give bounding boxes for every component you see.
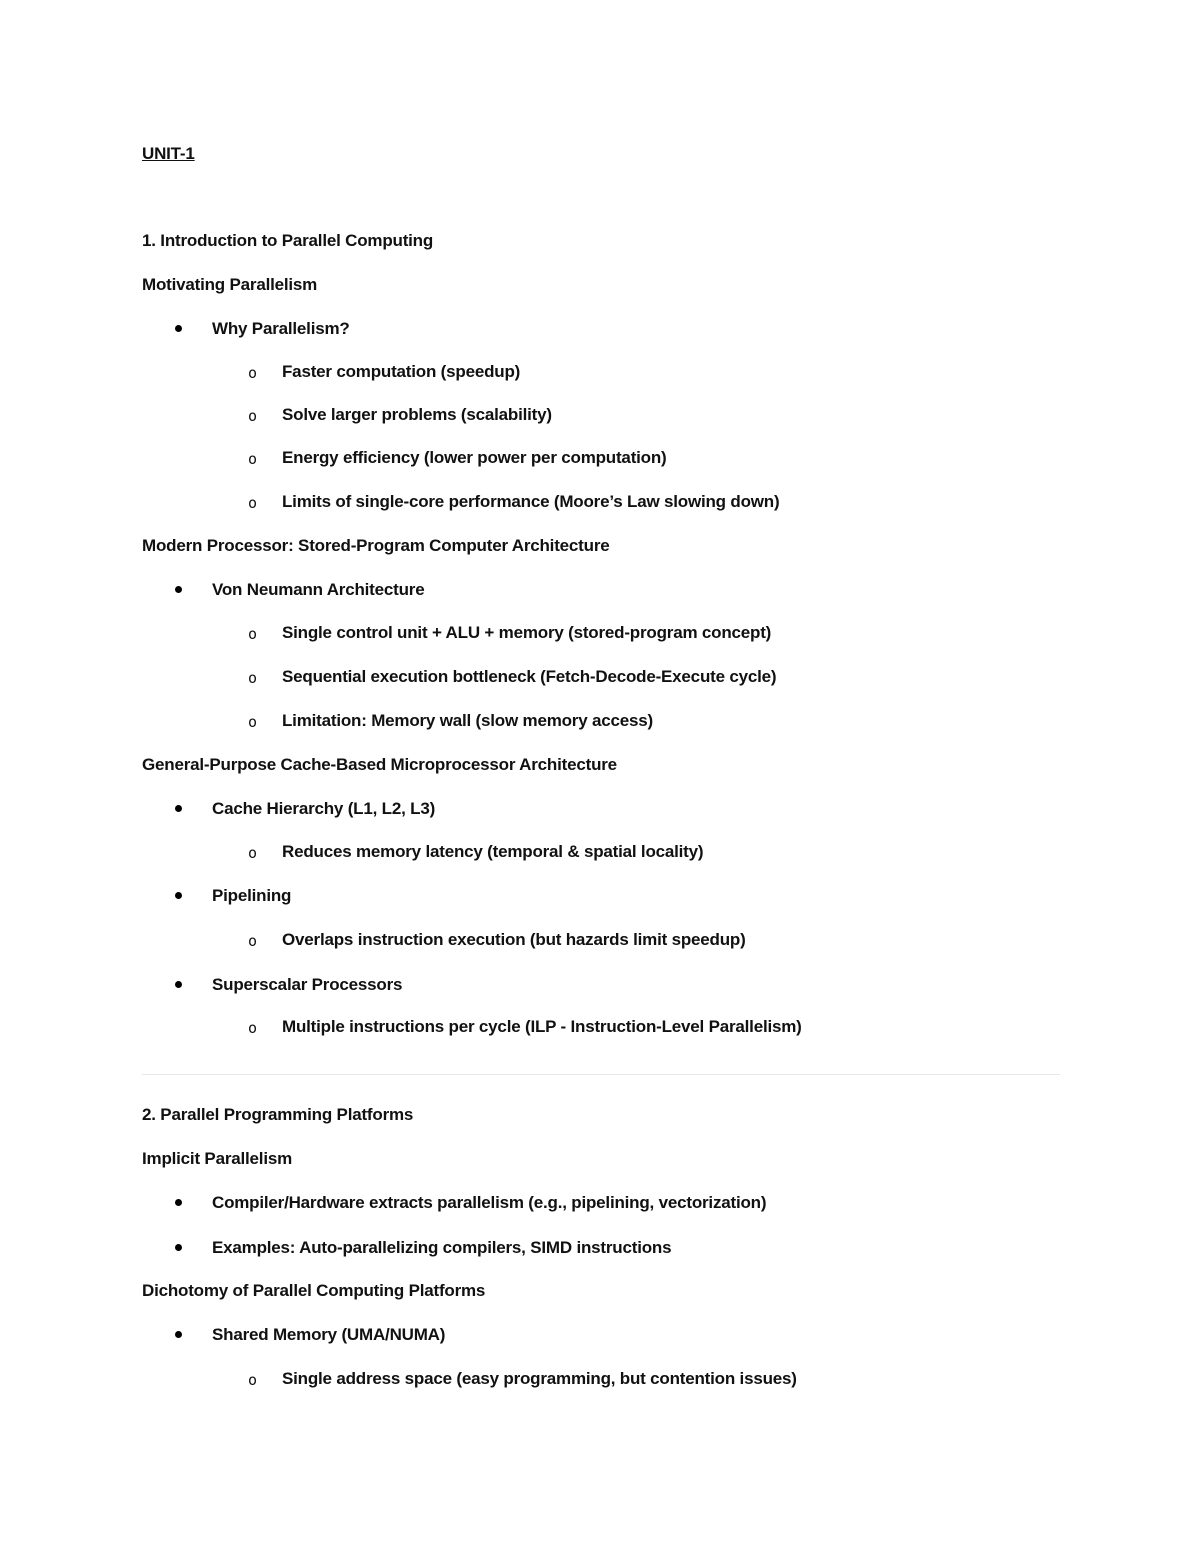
modern-processor-title: Modern Processor: Stored-Program Computer Architecture [142, 536, 610, 555]
sub-bullet-marker: o [248, 625, 258, 643]
section-2-heading: 2. Parallel Programming Platforms [142, 1105, 414, 1124]
bullet-dot [175, 981, 182, 988]
sub-bullet-marker: o [248, 407, 258, 425]
motivating-parallelism-title: Motivating Parallelism [142, 275, 318, 294]
list-item: Multiple instructions per cycle (ILP - Instruction-Level Parallelism) [282, 1017, 802, 1036]
sub-bullet-marker: o [248, 713, 258, 731]
bullet-dot [175, 1199, 182, 1206]
bullet-shared-memory: Shared Memory (UMA/NUMA) [212, 1325, 446, 1344]
bullet-pipelining: Pipelining [212, 886, 292, 905]
list-item: Energy efficiency (lower power per computation) [282, 448, 667, 467]
bullet-dot [175, 1331, 182, 1338]
sub-bullet-marker: o [248, 1019, 258, 1037]
unit-title: UNIT-1 [142, 144, 195, 163]
bullet-dot [175, 325, 182, 332]
sub-bullet-marker: o [248, 364, 258, 382]
list-item: Solve larger problems (scalability) [282, 405, 552, 424]
bullet-compiler-hardware: Compiler/Hardware extracts parallelism (e.g., pipelining, vectorization) [212, 1193, 767, 1212]
bullet-dot [175, 586, 182, 593]
bullet-dot [175, 892, 182, 899]
list-item: Overlaps instruction execution (but hazards limit speedup) [282, 930, 746, 949]
list-item: Sequential execution bottleneck (Fetch-Decode-Execute cycle) [282, 667, 777, 686]
section-1-heading: 1. Introduction to Parallel Computing [142, 231, 434, 250]
list-item: Single control unit + ALU + memory (stored-program concept) [282, 623, 772, 642]
bullet-von-neumann: Von Neumann Architecture [212, 580, 425, 599]
sub-bullet-marker: o [248, 1371, 258, 1389]
list-item: Faster computation (speedup) [282, 362, 521, 381]
sub-bullet-marker: o [248, 450, 258, 468]
list-item: Reduces memory latency (temporal & spatial locality) [282, 842, 704, 861]
implicit-parallelism-title: Implicit Parallelism [142, 1149, 293, 1168]
bullet-examples: Examples: Auto-parallelizing compilers, SIMD instructions [212, 1238, 672, 1257]
sub-bullet-marker: o [248, 844, 258, 862]
bullet-superscalar: Superscalar Processors [212, 975, 403, 994]
dichotomy-title: Dichotomy of Parallel Computing Platforms [142, 1281, 486, 1300]
list-item: Limitation: Memory wall (slow memory access) [282, 711, 653, 730]
sub-bullet-marker: o [248, 669, 258, 687]
list-item: Single address space (easy programming, but contention issues) [282, 1369, 797, 1388]
sub-bullet-marker: o [248, 932, 258, 950]
bullet-dot [175, 805, 182, 812]
list-item: Limits of single-core performance (Moore’s Law slowing down) [282, 492, 780, 511]
section-divider [142, 1074, 1060, 1075]
bullet-cache-hierarchy: Cache Hierarchy (L1, L2, L3) [212, 799, 436, 818]
bullet-dot [175, 1244, 182, 1251]
bullet-why-parallelism: Why Parallelism? [212, 319, 350, 338]
sub-bullet-marker: o [248, 494, 258, 512]
cache-architecture-title: General-Purpose Cache-Based Microprocessor Architecture [142, 755, 617, 774]
